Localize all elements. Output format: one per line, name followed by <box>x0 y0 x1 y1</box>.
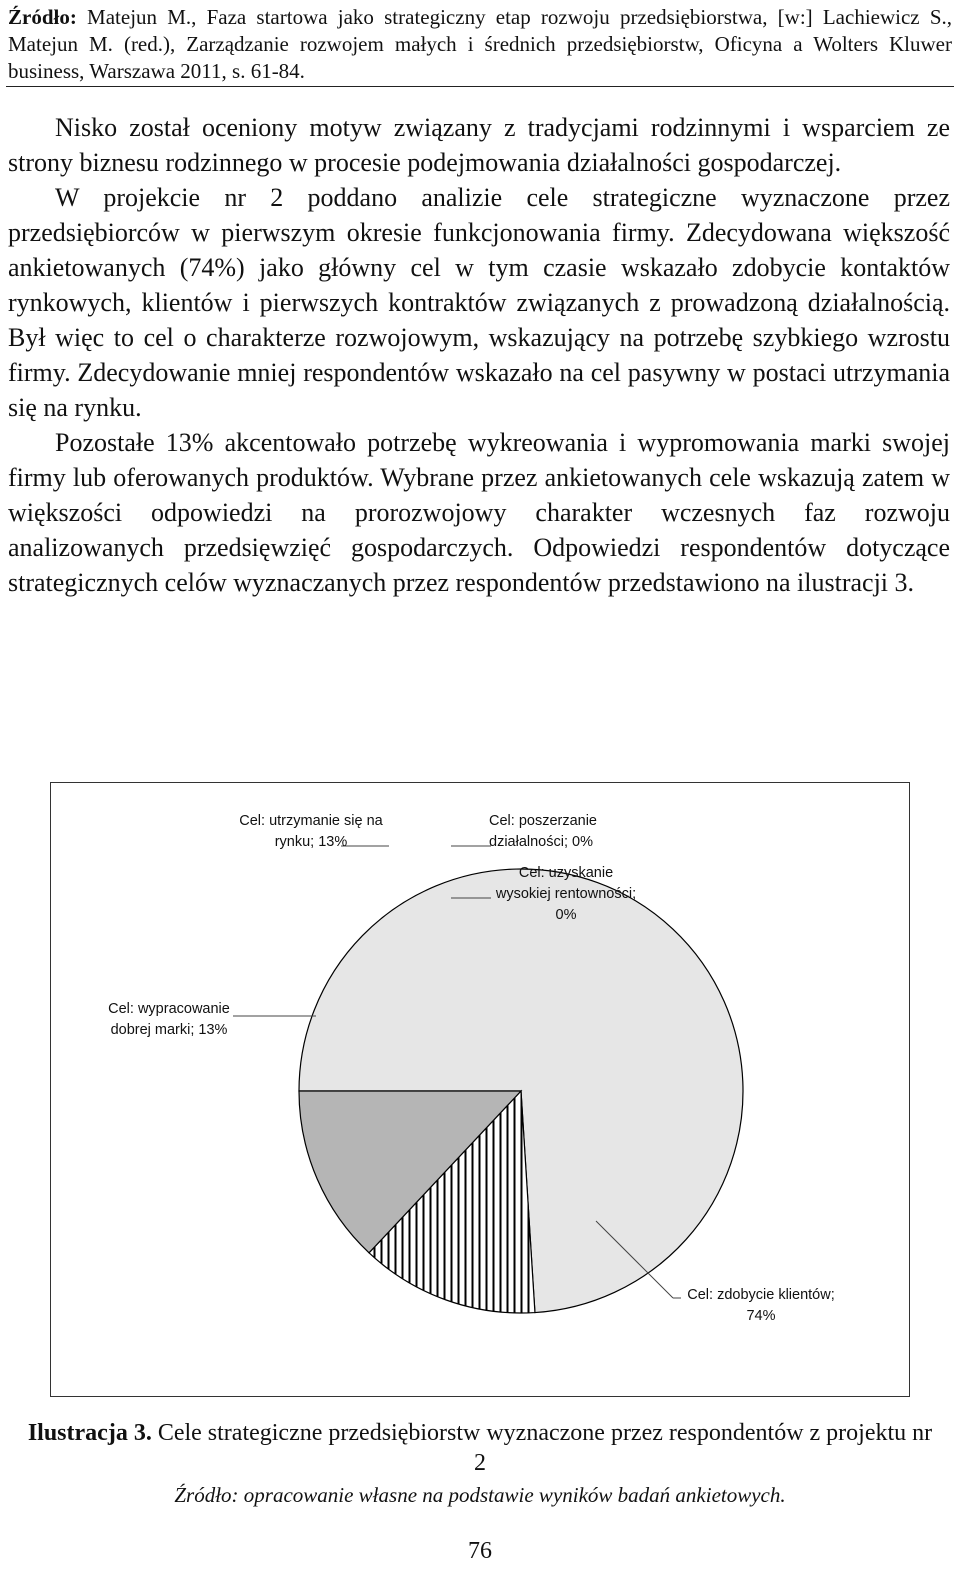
source-label: Źródło: <box>8 5 77 29</box>
caption-source: Źródło: opracowanie własne na podstawie wyników badań ankietowych. <box>174 1483 786 1507</box>
source-text: Matejun M., Faza startowa jako strategiczny etap rozwoju przedsiębiorstwa, [w:] Lachiewicz S., Matejun M. (red.), Zarządzanie rozwojem małych i średnich przedsiębiorstw, Oficyna a Wolters Kluwer business, Warszawa 2011, s. 61-84. <box>8 5 952 83</box>
paragraph: Nisko został oceniony motyw związany z tradycjami rodzinnymi i wsparciem ze strony biznesu rodzinnego w procesie podejmowania działalności gospodarczej. <box>8 113 950 177</box>
label-marka: Cel: wypracowanie dobrej marki; 13% <box>108 1001 230 1038</box>
body-text <box>8 110 950 600</box>
label-rentownosc: Cel: uzyskanie wysokiej rentowności; 0% <box>495 865 637 923</box>
label-klienci: Cel: zdobycie klientów; 74% <box>687 1287 835 1324</box>
pie-chart-frame <box>50 782 910 1397</box>
paragraph: W projekcie nr 2 poddano analizie cele strategiczne wyznaczone przez przedsiębiorców w pierwszym okresie funkcjonowania firmy. Zdecydowana większość ankietowanych (74%) jako główny cel w tym czasie wskazało zdobycie kontaktów rynkowych, klientów i pierwszych kontraktów związanych z prowadzoną działalnością. Był więc to cel o charakterze rozwojowym, wskazujący na potrzebę szybkiego wzrostu firmy. Zdecydowanie mniej respondentów wskazało na cel pasywny w postaci utrzymania się na rynku. <box>8 183 950 422</box>
figure-caption <box>20 1418 940 1478</box>
source-citation <box>8 4 952 85</box>
paragraph: Pozostałe 13% akcentowało potrzebę wykreowania i wypromowania marki swojej firmy lub oferowanych produktów. Wybrane przez ankietowanych cele wskazują zatem w większości odpowiedzi na prorozwojowy charakter wczesnych faz rozwoju analizowanych przedsięwzięć gospodarczych. Odpowiedzi respondentów dotyczące strategicznych celów wyznaczanych przez respondentów przedstawiono na ilustracji 3. <box>8 428 950 597</box>
page-number: 76 <box>468 1538 492 1564</box>
label-utrzymanie: Cel: utrzymanie się na rynku; 13% <box>239 813 383 850</box>
horizontal-rule <box>6 86 954 87</box>
caption-label: Ilustracja 3. <box>27 1420 152 1446</box>
caption-text: Cele strategiczne przedsiębiorstw wyznaczone przez respondentów z projektu nr 2 <box>157 1420 933 1476</box>
label-poszerzanie: Cel: poszerzanie działalności; 0% <box>489 813 597 850</box>
